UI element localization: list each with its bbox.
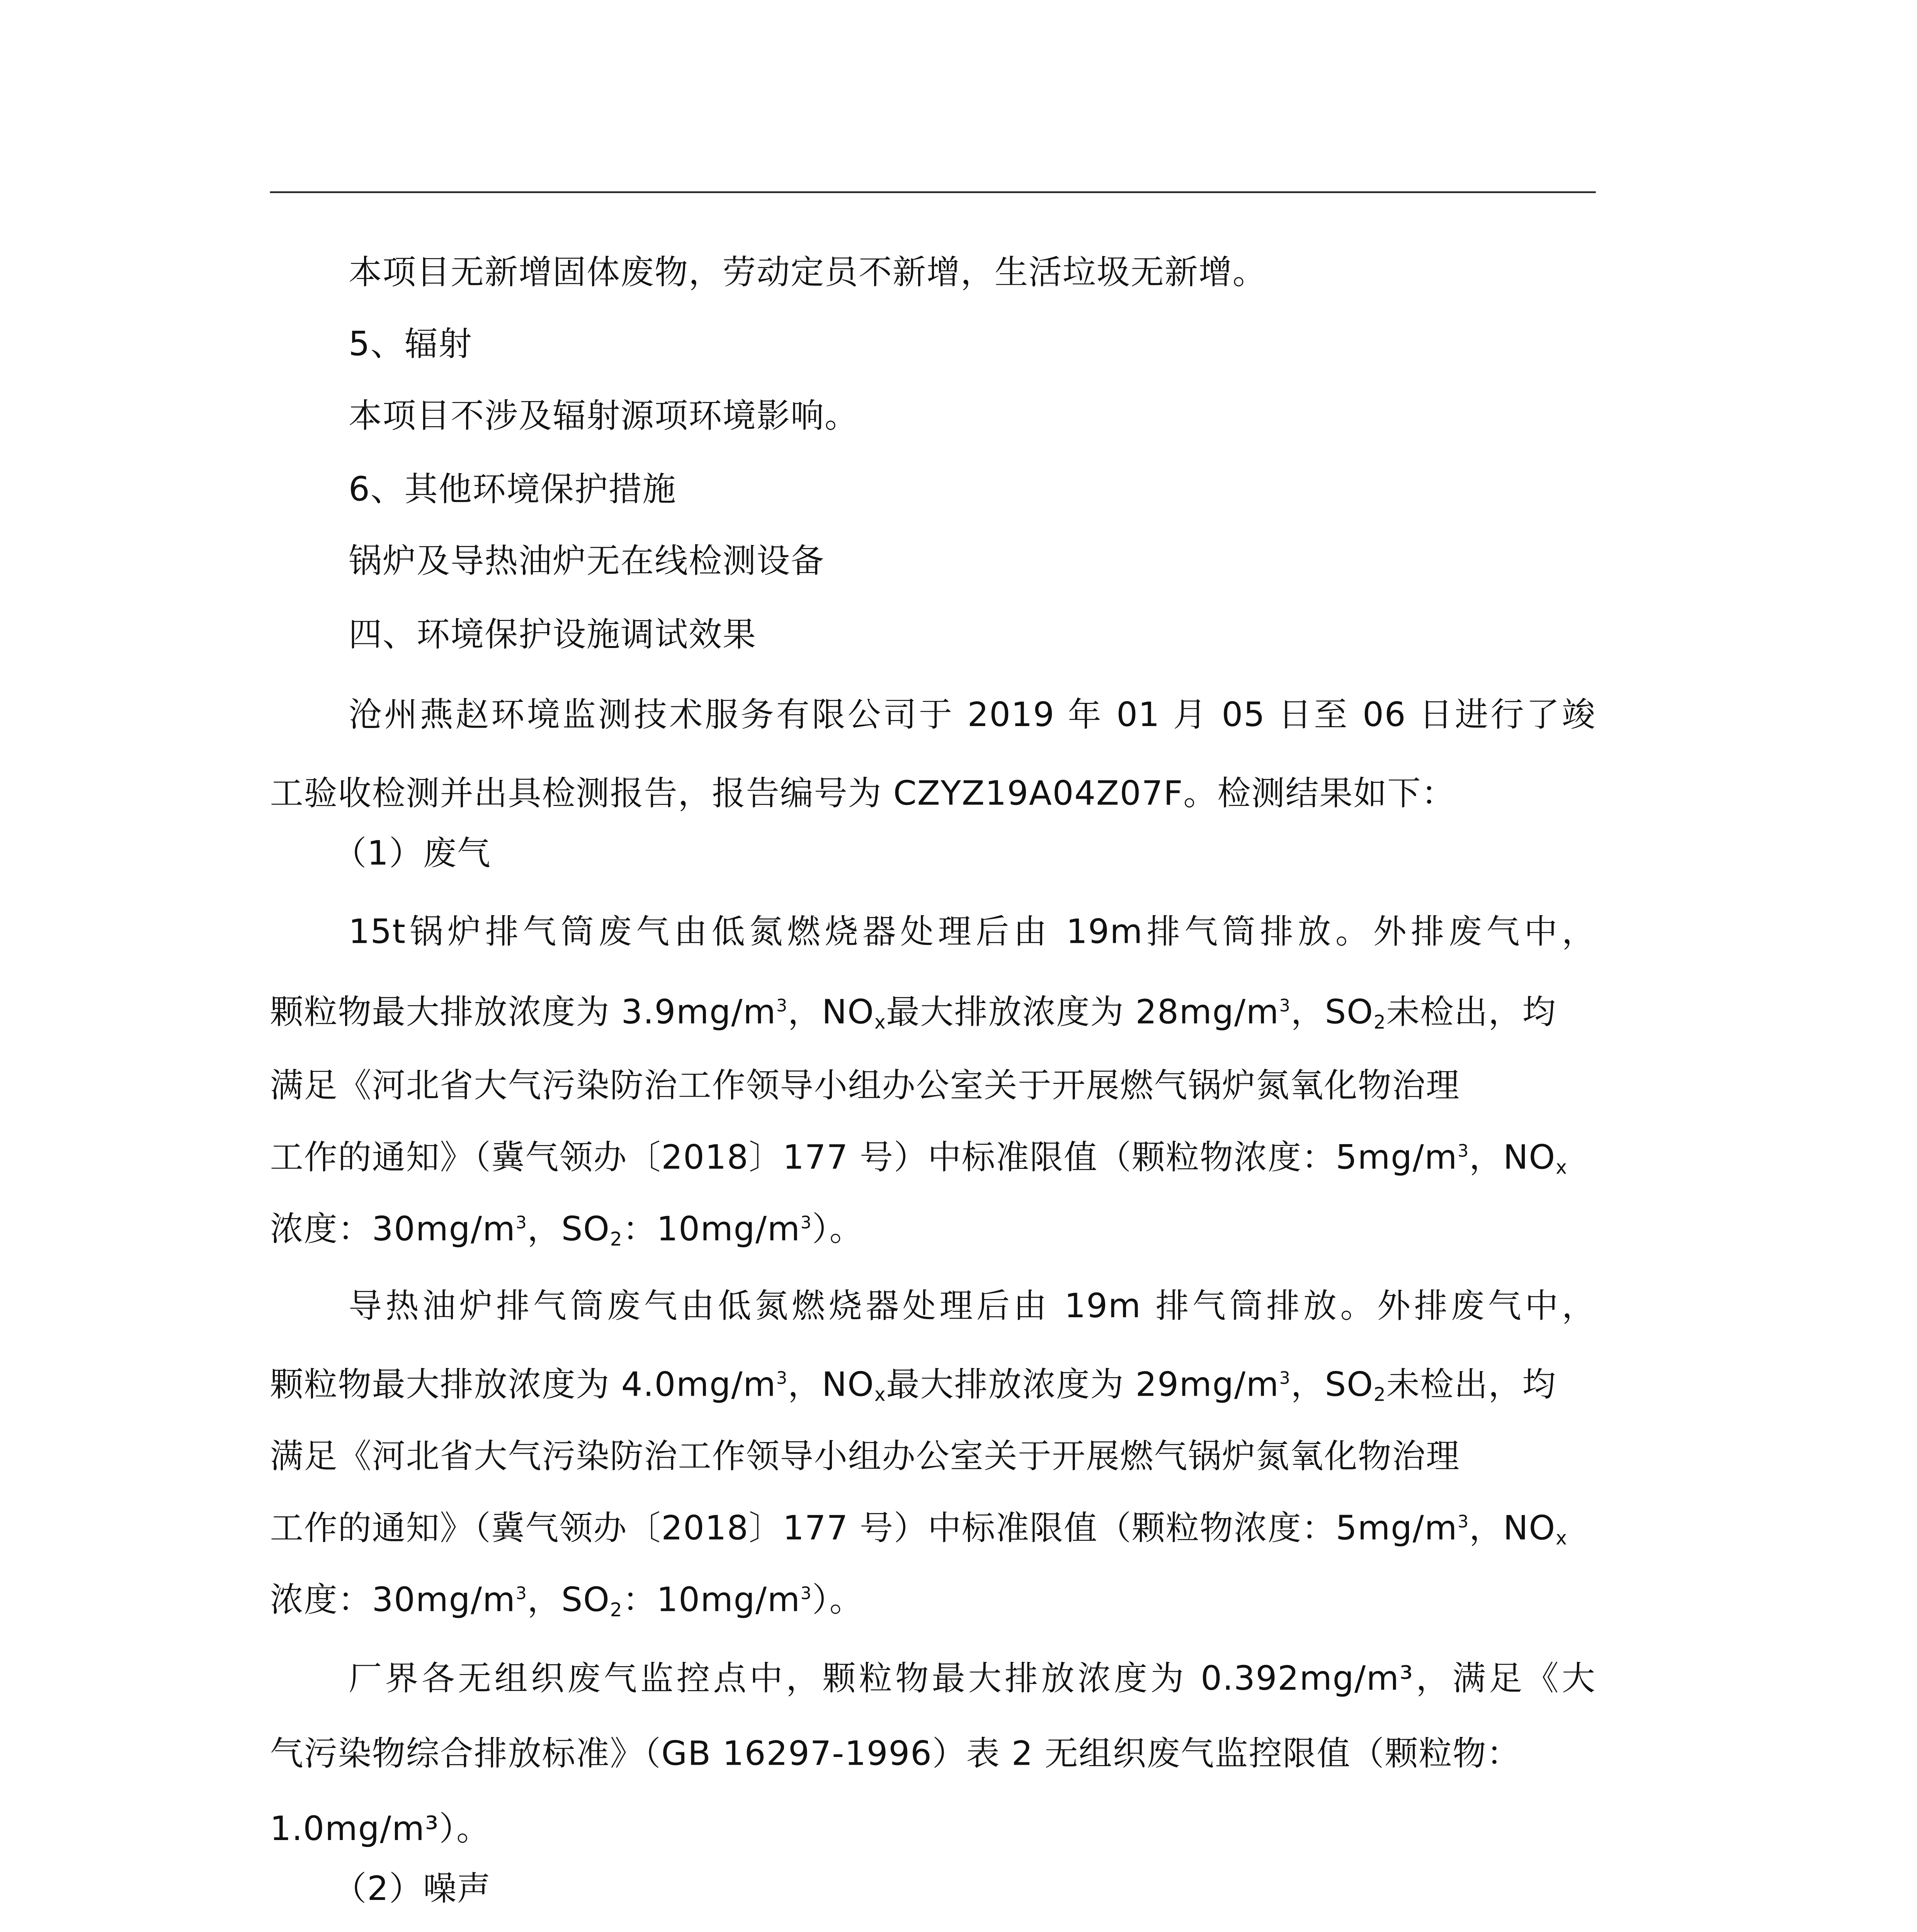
text-line: 沧州燕赵环境监测技术服务有限公司于 2019 年 01 月 05 日至 06 日进行了竣 xyxy=(349,695,1596,735)
text-line: 锅炉及导热油炉无在线检测设备 xyxy=(349,541,825,581)
text-line: 浓度：$30mg/m^3$，$SO_2$：$10mg/m^3$）。 xyxy=(270,1209,864,1251)
section-heading: 6、其他环境保护措施 xyxy=(349,469,677,509)
header-rule xyxy=(270,191,1596,193)
text-line: 导热油炉排气筒废气由低氮燃烧器处理后由 19m 排气筒排放。外排废气中， xyxy=(349,1286,1596,1326)
text-line: 气污染物综合排放标准》（GB 16297-1996）表 2 无组织废气监控限值（颗粒物： xyxy=(270,1734,1521,1774)
section-heading: 四、环境保护设施调试效果 xyxy=(349,615,757,655)
text-line: 颗粒物最大排放浓度为 $3.9mg/m^3$，$NO_x$最大排放浓度为 $28mg/m^3$，$SO_2$未检出，均 xyxy=(270,992,1556,1034)
text-line: 工验收检测并出具检测报告，报告编号为 CZYZ19A04Z07F。检测结果如下： xyxy=(270,774,1456,813)
text-line: 满足《河北省大气污染防治工作领导小组办公室关于开展燃气锅炉氮氧化物治理 xyxy=(270,1437,1460,1476)
text-line: 厂界各无组织废气监控点中，颗粒物最大排放浓度为 0.392mg/m³，满足《大 xyxy=(349,1659,1596,1699)
text-line: 工作的通知》（冀气领办〔2018〕177 号）中标准限值（颗粒物浓度：$5mg/m^3$，$NO_x$ xyxy=(270,1138,1568,1179)
text-line: 满足《河北省大气污染防治工作领导小组办公室关于开展燃气锅炉氮氧化物治理 xyxy=(270,1066,1460,1105)
section-heading: 5、辐射 xyxy=(349,325,473,364)
text-line: 15t锅炉排气筒废气由低氮燃烧器处理后由 19m排气筒排放。外排废气中， xyxy=(349,912,1596,952)
text-line: 工作的通知》（冀气领办〔2018〕177 号）中标准限值（颗粒物浓度：$5mg/m^3$，$NO_x$ xyxy=(270,1509,1568,1550)
text-line: 本项目不涉及辐射源项环境影响。 xyxy=(349,396,859,436)
text-line: 浓度：$30mg/m^3$，$SO_2$：$10mg/m^3$）。 xyxy=(270,1580,864,1622)
text-line: 本项目无新增固体废物，劳动定员不新增，生活垃圾无新增。 xyxy=(349,253,1267,293)
text-line: 1.0mg/m³）。 xyxy=(270,1809,491,1849)
subsection-heading: （1）废气 xyxy=(333,833,491,873)
subsection-heading: （2）噪声 xyxy=(333,1869,491,1908)
text-line: 颗粒物最大排放浓度为 $4.0mg/m^3$，$NO_x$最大排放浓度为 $29mg/m^3$，$SO_2$未检出，均 xyxy=(270,1365,1556,1406)
